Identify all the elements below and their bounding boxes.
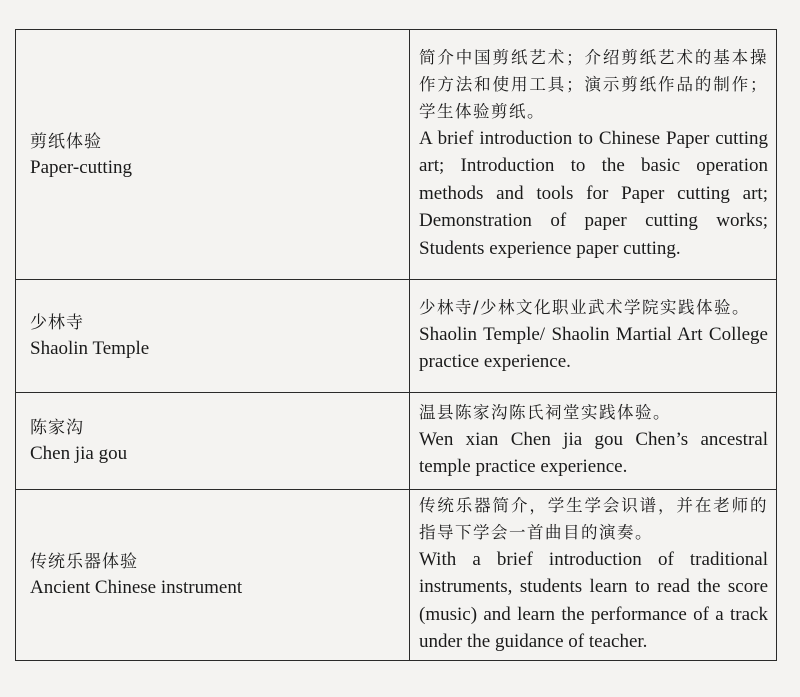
activity-name-cn: 剪纸体验 [30,131,102,152]
activity-description-en: Wen xian Chen jia gou Chen’s ancestral temple practice experience. [419,428,768,477]
activity-description-cell [410,280,777,393]
activity-name-cn: 传统乐器体验 [30,552,138,572]
activity-description-en: A brief introduction to Chinese Paper cutting art; Introduction to the basic operation methods and tools for Paper cutting art; Demonstration of paper cutting works; Students experience paper cutting. [419,127,768,259]
activity-name-cell [16,490,410,661]
activities-table [15,29,777,661]
table-row [16,30,777,280]
table-row [16,490,777,661]
activity-description-cn: 简介中国剪纸艺术；介绍剪纸艺术的基本操作方法和使用工具；演示剪纸作品的制作；学生体验剪纸。 [419,47,768,121]
activity-name-cell [16,280,410,393]
table-row [16,393,777,490]
activity-name-en: Chen jia gou [30,443,128,464]
activity-name-cn: 陈家沟 [30,418,84,438]
activity-name-cn: 少林寺 [30,313,84,333]
activity-description-cell [410,30,777,280]
activity-description-cn: 少林寺/少林文化职业武术学院实践体验。 [419,297,751,317]
activity-name-en: Paper-cutting [30,156,132,178]
activity-description-cn: 温县陈家沟陈氏祠堂实践体验。 [419,402,671,422]
activity-description-cell [410,490,777,661]
table-row [16,280,777,393]
activity-description-en: With a brief introduction of traditional instruments, students learn to read the score (music) and learn the performance of a track under the guidance of teacher. [419,548,768,652]
activity-name-cell [16,393,410,490]
activity-name-en: Ancient Chinese instrument [30,577,243,598]
activity-description-en: Shaolin Temple/ Shaolin Martial Art College practice experience. [419,323,768,372]
activity-description-cn: 传统乐器简介，学生学会识谱，并在老师的指导下学会一首曲目的演奏。 [419,495,768,542]
activity-name-cell [16,30,410,280]
activity-description-cell [410,393,777,490]
activity-name-en: Shaolin Temple [30,338,150,359]
